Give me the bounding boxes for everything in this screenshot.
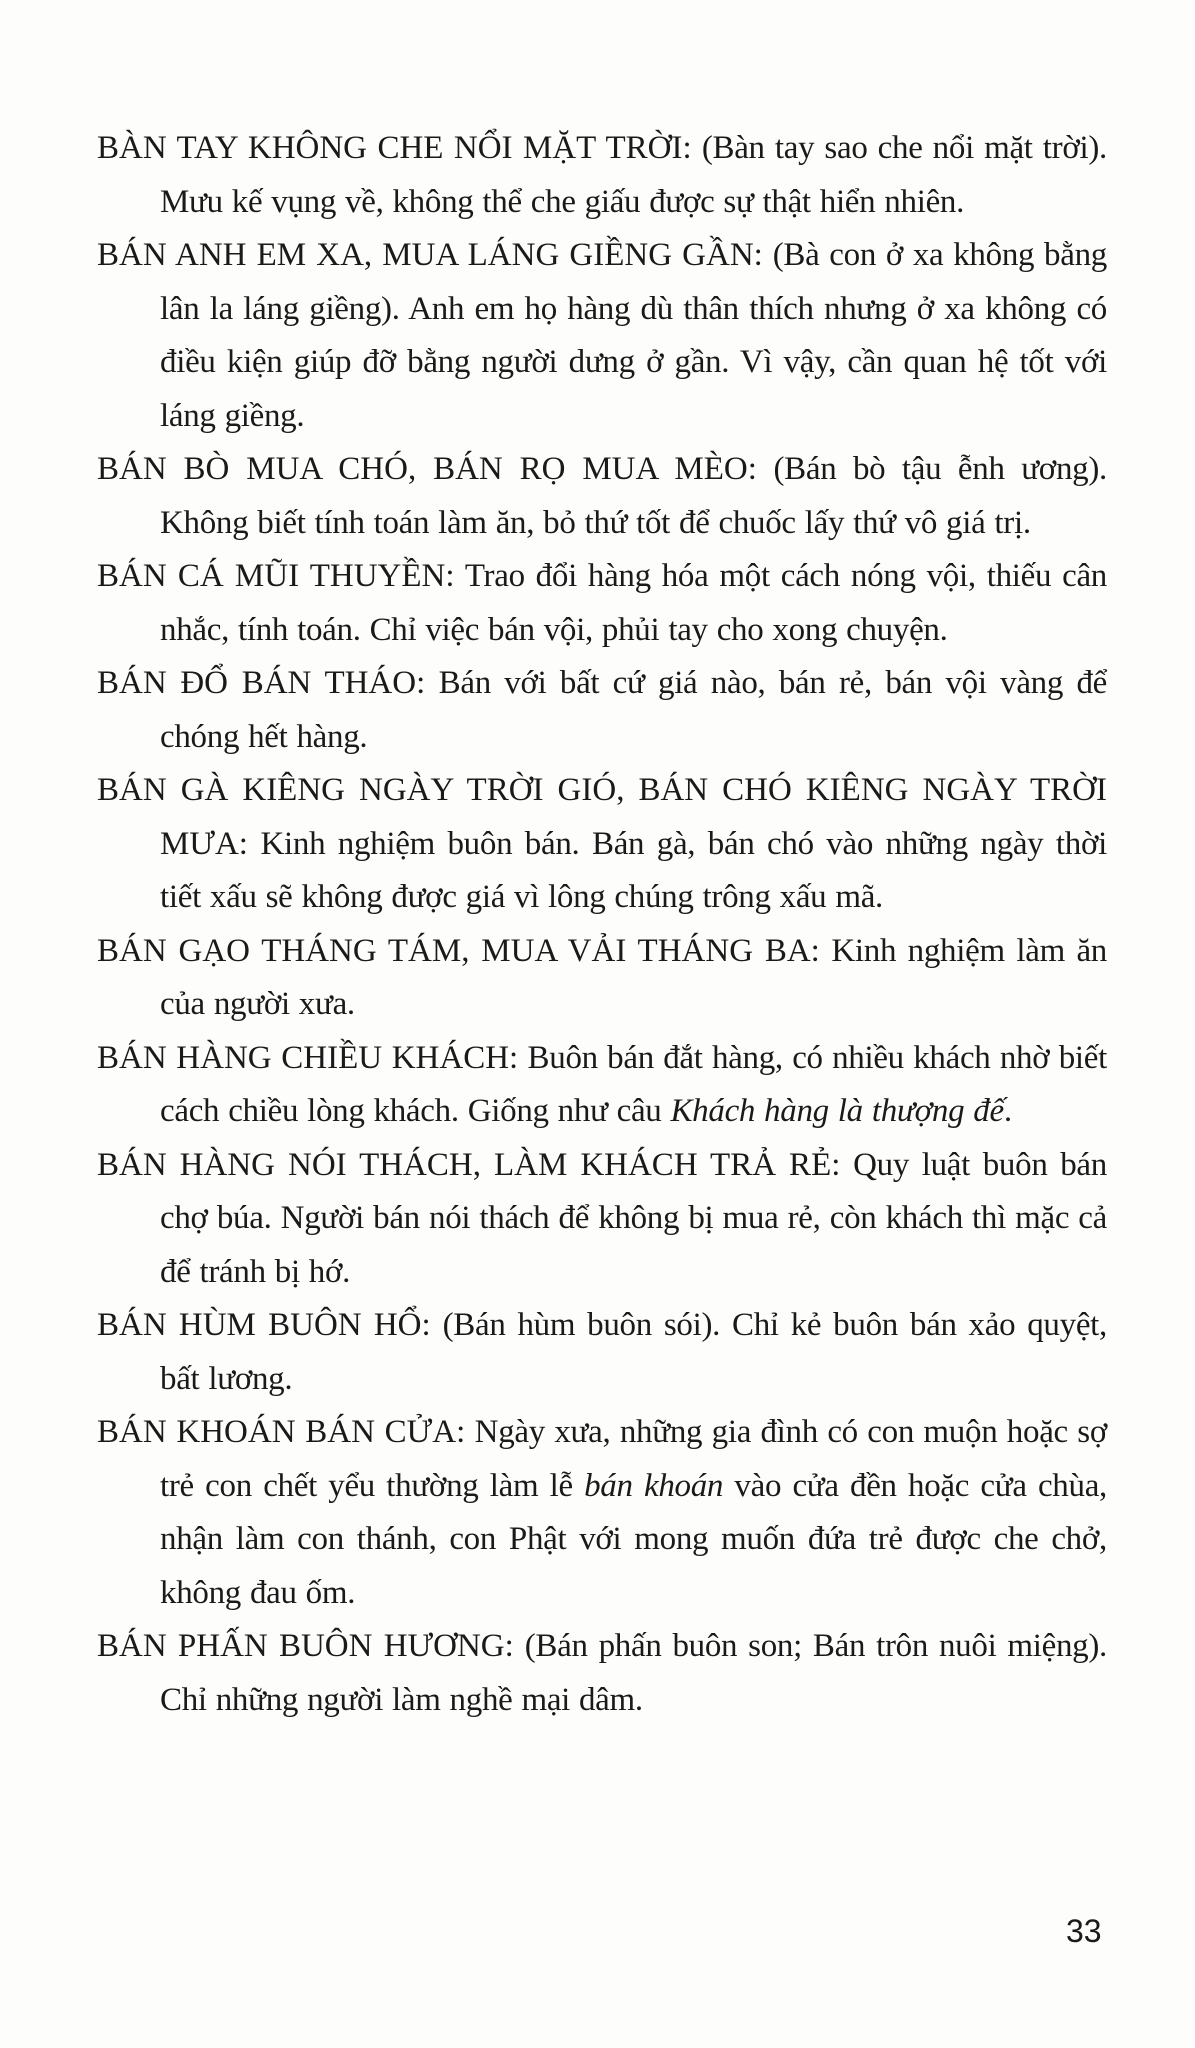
entry-definition: Kinh nghiệm buôn bán. Bán gà, bán chó vào những ngày thời tiết xấu sẽ không được giá vì lông chúng trông xấu mã. [160,825,1107,915]
entry-ban-ga-kieng-ngay-troi-gio [97,764,1107,925]
entry-ban-hang-noi-thach-lam-khach-tra-re [97,1139,1107,1300]
entry-definition: (Bán bò tậu ễnh ương). Không biết tính toán làm ăn, bỏ thứ tốt để chuốc lấy thứ vô giá trị. [160,451,1107,541]
entry-headword: BÁN CÁ MŨI THUYỀN: [97,558,455,594]
entry-headword: BÁN HÀNG CHIỀU KHÁCH: [97,1039,519,1076]
entry-headword: BÁN HÀNG NÓI THÁCH, LÀM KHÁCH TRẢ RẺ: [97,1146,841,1183]
entry-headword: BÁN GÀ KIÊNG NGÀY TRỜI GIÓ, BÁN CHÓ KIÊNG NGÀY TRỜI MƯA: [97,772,1107,862]
entry-definition: Trao đổi hàng hóa một cách nóng vội, thiếu cân nhắc, tính toán. Chỉ việc bán vội, phủi tay cho xong chuyện. [160,558,1107,648]
entry-ban-hang-chieu-khach [97,1032,1107,1139]
entry-headword: BÁN GẠO THÁNG TÁM, MUA VẢI THÁNG BA: [97,932,820,969]
entry-ban-phan-buon-huong [97,1620,1107,1727]
dictionary-entries [97,122,1107,1727]
entry-ban-do-ban-thao [97,657,1107,764]
entry-definition: Kinh nghiệm làm ăn của người xưa. [160,932,1107,1022]
entry-definition: (Bán hùm buôn sói). Chỉ kẻ buôn bán xảo quyệt, bất lương. [160,1307,1107,1397]
entry-emphasis: Khách hàng là thượng đế [670,1093,1004,1129]
entry-emphasis: bán khoán [584,1467,724,1504]
entry-headword: BÁN PHẤN BUÔN HƯƠNG: [97,1628,514,1664]
entry-definition-tail: vào cửa đền hoặc cửa chùa, nhận làm con thánh, con Phật với mong muốn đứa trẻ được che chở, không đau ốm. [160,1467,1107,1611]
page-number: 33 [1066,1913,1102,1949]
entry-headword: BÁN HÙM BUÔN HỔ: [97,1307,431,1343]
entry-definition: Ngày xưa, những gia đình có con muộn hoặc sợ trẻ con chết yểu thường làm lễ [160,1414,1107,1504]
entry-ban-bo-mua-cho-ban-ro-mua-meo [97,443,1107,550]
entry-definition: (Bà con ở xa không bằng lân la láng giềng). Anh em họ hàng dù thân thích nhưng ở xa không có điều kiện giúp đỡ bằng người dưng ở gần. Vì vậy, cần quan hệ tốt với láng giềng. [160,237,1108,434]
entry-definition: Bán với bất cứ giá nào, bán rẻ, bán vội vàng để chóng hết hàng. [160,665,1107,755]
entry-headword: BÀN TAY KHÔNG CHE NỔI MẶT TRỜI: [97,130,692,166]
entry-headword: BÁN ĐỔ BÁN THÁO: [97,665,426,701]
entry-ban-anh-em-xa-mua-lang-gieng-gan [97,229,1107,443]
entry-definition: (Bàn tay sao che nổi mặt trời). Mưu kế vụng về, không thể che giấu được sự thật hiển nhiên. [160,130,1107,220]
entry-ban-khoan-ban-cua [97,1406,1107,1620]
entry-ban-hum-buon-ho [97,1299,1107,1406]
entry-headword: BÁN ANH EM XA, MUA LÁNG GIỀNG GẦN: [97,237,763,273]
entry-ban-ca-mui-thuyen [97,550,1107,657]
entry-definition: (Bán phấn buôn son; Bán trôn nuôi miệng). Chỉ những người làm nghề mại dâm. [160,1628,1107,1718]
entry-definition: Buôn bán đắt hàng, có nhiều khách nhờ biết cách chiều lòng khách. Giống như câu [160,1039,1107,1129]
entry-headword: BÁN BÒ MUA CHÓ, BÁN RỌ MUA MÈO: [97,451,757,487]
entry-headword: BÁN KHOÁN BÁN CỬA: [97,1414,466,1450]
entry-ban-tay-khong-che-noi-mat-troi [97,122,1107,229]
entry-definition: Quy luật buôn bán chợ búa. Người bán nói thách để không bị mua rẻ, còn khách thì mặc cả để tránh bị hớ. [160,1146,1107,1290]
entry-ban-gao-thang-tam-mua-vai-thang-ba [97,925,1107,1032]
entry-definition-tail: . [1003,1093,1012,1129]
